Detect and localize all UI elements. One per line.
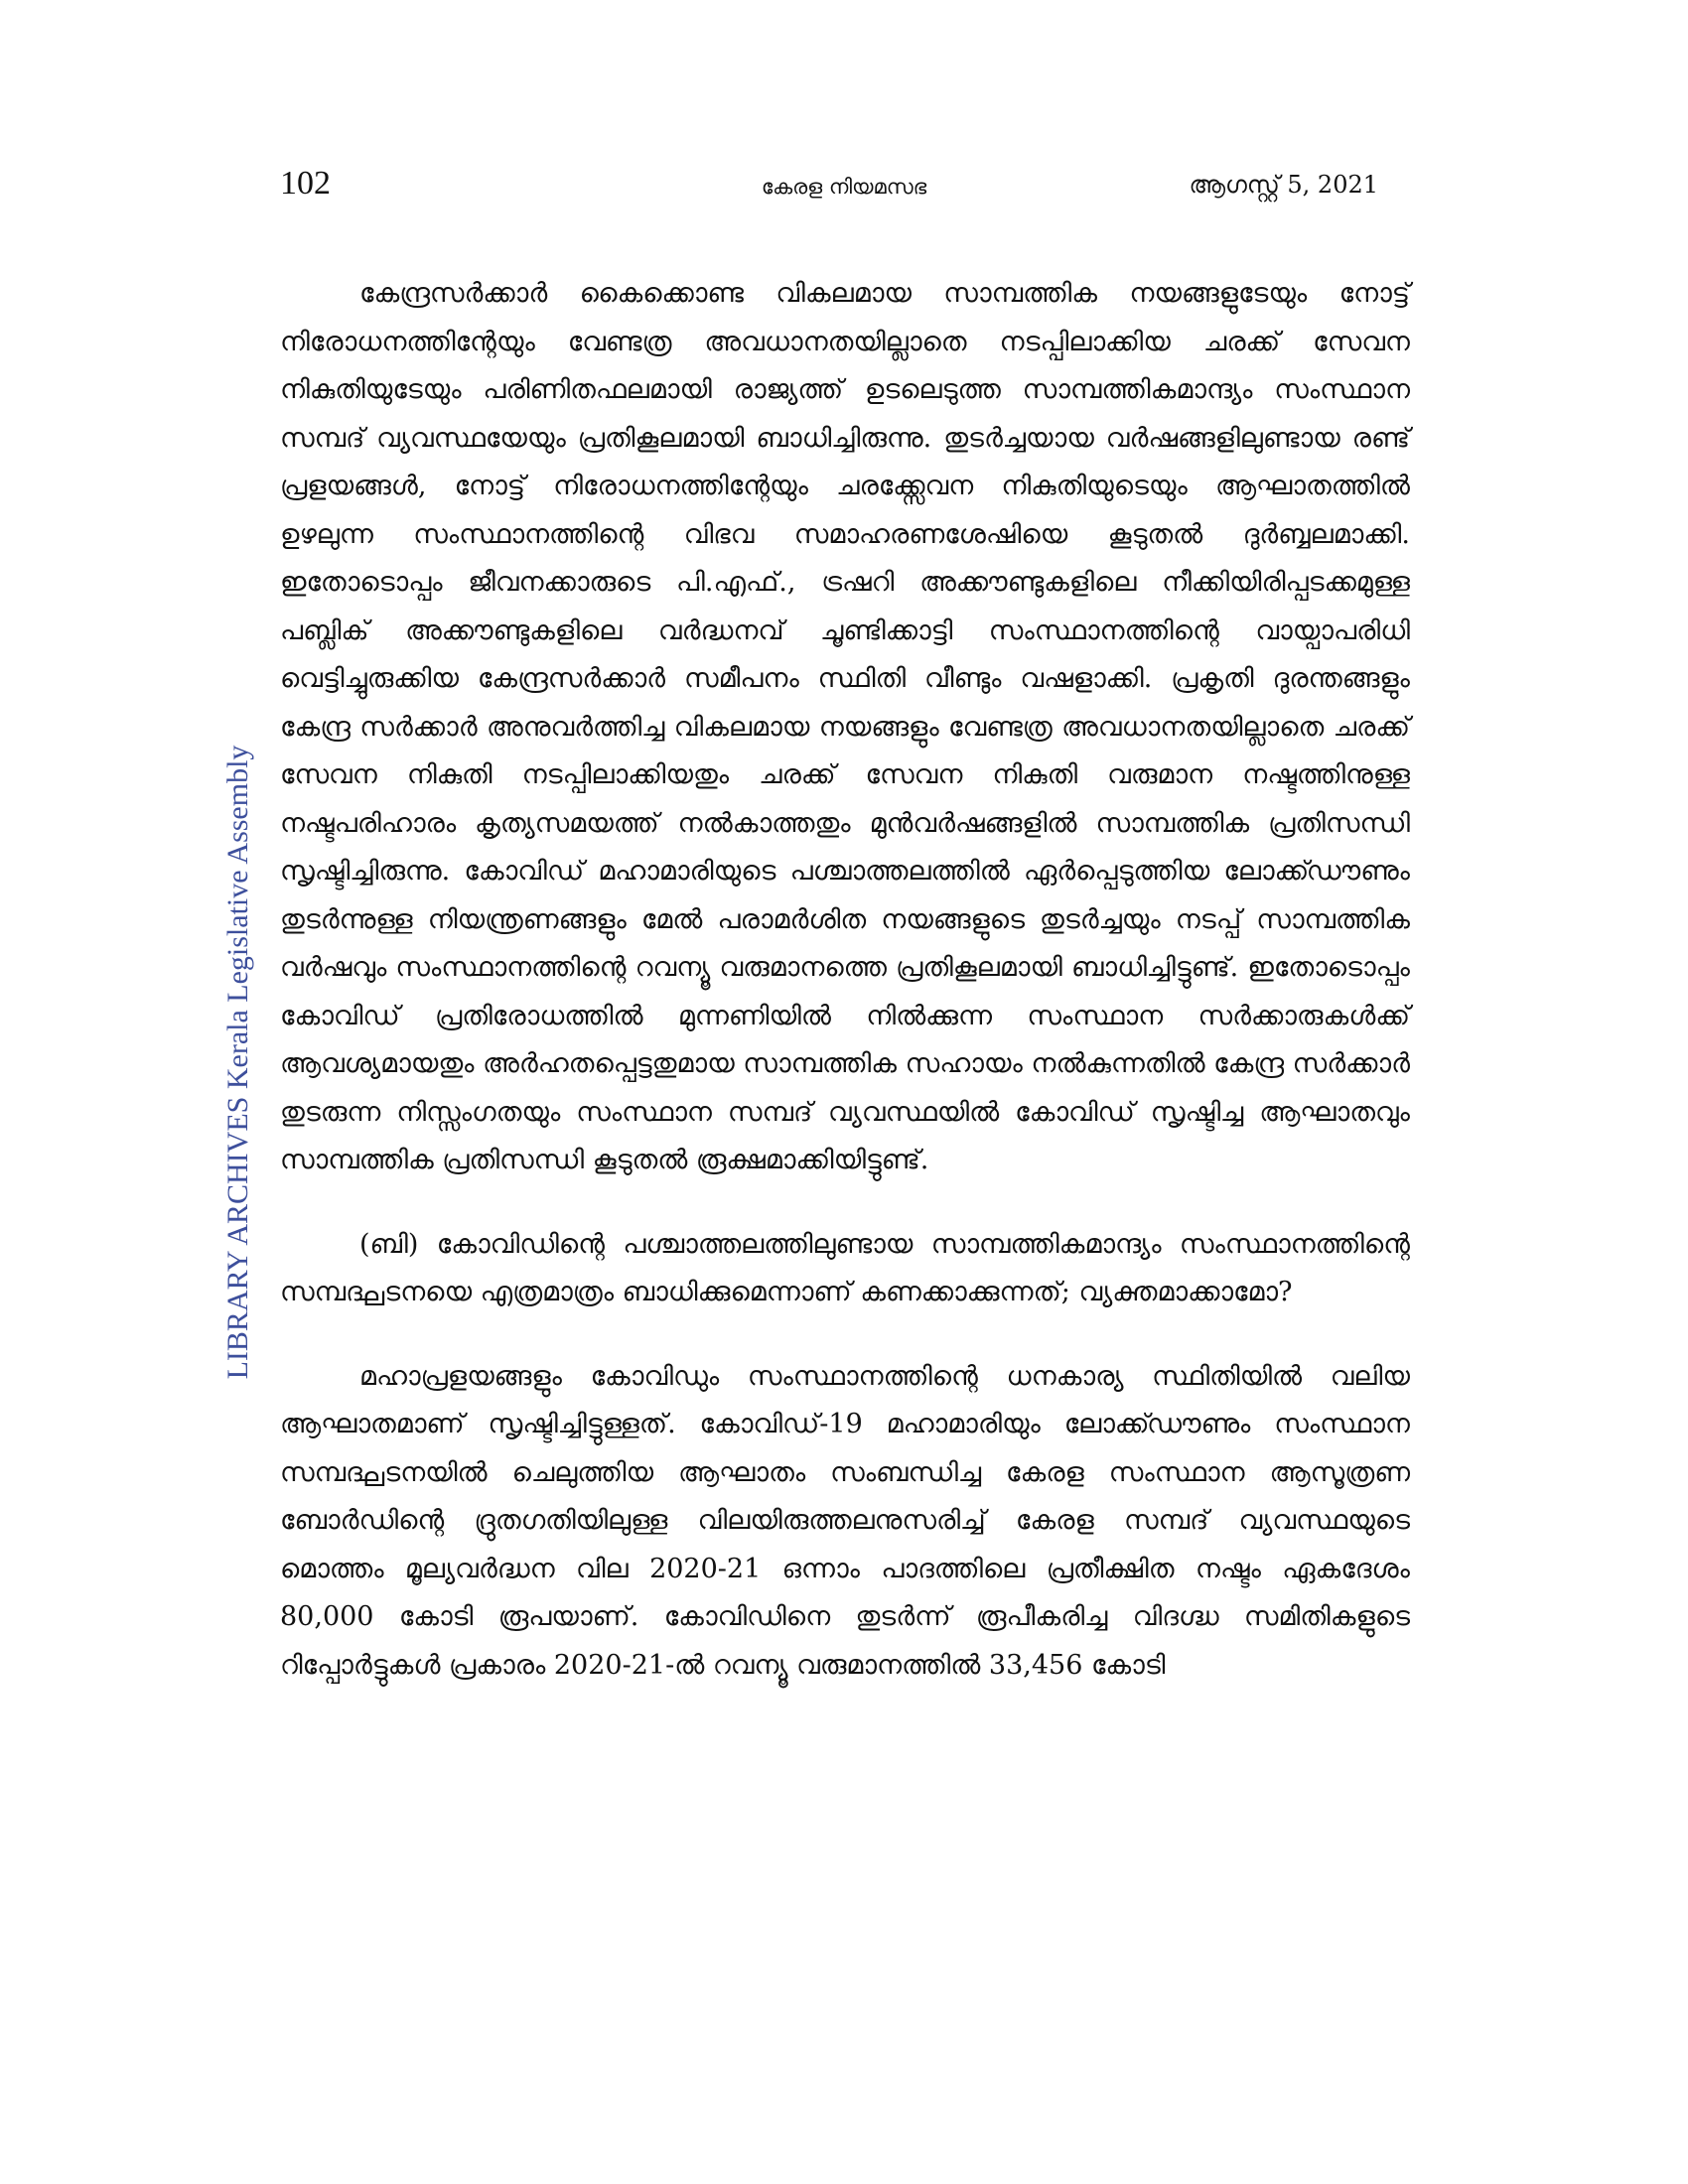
page-number: 102: [280, 165, 331, 202]
document-body: [280, 270, 1410, 1690]
paragraph-question-b: (ബി) കോവിഡിന്റെ പശ്ചാത്തലത്തിലുണ്ടായ സാമ്പത്തികമാന്ദ്യം സംസ്ഥാനത്തിന്റെ സമ്പദ്ഘടനയെ എത്രമാത്രം ബാധിക്കുമെന്നാണ് കണക്കാക്കുന്നത്; വ്യക്തമാക്കാമോ?: [280, 1228, 1410, 1307]
paragraph-answer-a: കേന്ദ്രസർക്കാർ കൈക്കൊണ്ട വികലമായ സാമ്പത്തിക നയങ്ങളുടേയും നോട്ട് നിരോധനത്തിന്റേയും വേണ്ടത്ര അവധാനതയില്ലാതെ നടപ്പിലാക്കിയ ചരക്ക് സേവന നികുതിയുടേയും പരിണിതഫലമായി രാജ്യത്ത് ഉടലെടുത്ത സാമ്പത്തികമാന്ദ്യം സംസ്ഥാന സമ്പദ് വ്യവസ്ഥയേയും പ്രതികൂലമായി ബാധിച്ചിരുന്നു. തുടർച്ചയായ വർഷങ്ങളിലുണ്ടായ രണ്ട് പ്രളയങ്ങൾ, നോട്ട് നിരോധനത്തിന്റേയും ചരക്ക്സേവന നികുതിയുടെയും ആഘാതത്തിൽ ഉഴലുന്ന സംസ്ഥാനത്തിന്റെ വിഭവ സമാഹരണശേഷിയെ കൂടുതൽ ദുർബ്ബലമാക്കി. ഇതോടൊപ്പം ജീവനക്കാരുടെ പി.എഫ്., ട്രഷറി അക്കൗണ്ടുകളിലെ നീക്കിയിരിപ്പടക്കമുള്ള പബ്ലിക് അക്കൗണ്ടുകളിലെ വർദ്ധനവ് ചൂണ്ടിക്കാട്ടി സംസ്ഥാനത്തിന്റെ വായ്പാപരിധി വെട്ടിച്ചുരുക്കിയ കേന്ദ്രസർക്കാർ സമീപനം സ്ഥിതി വീണ്ടും വഷളാക്കി. പ്രകൃതി ദുരന്തങ്ങളും കേന്ദ്ര സർക്കാർ അനുവർത്തിച്ച വികലമായ നയങ്ങളും വേണ്ടത്ര അവധാനതയില്ലാതെ ചരക്ക് സേവന നികുതി നടപ്പിലാക്കിയതും ചരക്ക് സേവന നികുതി വരുമാന നഷ്ടത്തിനുള്ള നഷ്ടപരിഹാരം കൃത്യസമയത്ത് നൽകാത്തതും മുൻവർഷങ്ങളിൽ സാമ്പത്തിക പ്രതിസന്ധി സൃഷ്ടിച്ചിരുന്നു. കോവിഡ് മഹാമാരിയുടെ പശ്ചാത്തലത്തിൽ ഏർപ്പെടുത്തിയ ലോക്ക്ഡൗണും തുടർന്നുള്ള നിയന്ത്രണങ്ങളും മേൽ പരാമർശിത നയങ്ങളുടെ തുടർച്ചയും നടപ്പ് സാമ്പത്തിക വർഷവും സംസ്ഥാനത്തിന്റെ റവന്യൂ വരുമാനത്തെ പ്രതികൂലമായി ബാധിച്ചിട്ടുണ്ട്. ഇതോടൊപ്പം കോവിഡ് പ്രതിരോധത്തിൽ മുന്നണിയിൽ നിൽക്കുന്ന സംസ്ഥാന സർക്കാരുകൾക്ക് ആവശ്യമായതും അർഹതപ്പെട്ടതുമായ സാമ്പത്തിക സഹായം നൽകുന്നതിൽ കേന്ദ്ര സർക്കാർ തുടരുന്ന നിസ്സംഗതയും സംസ്ഥാന സമ്പദ് വ്യവസ്ഥയിൽ കോവിഡ് സൃഷ്ടിച്ച ആഘാതവും സാമ്പത്തിക പ്രതിസന്ധി കൂടുതൽ രൂക്ഷമാക്കിയിട്ടുണ്ട്.: [280, 278, 1411, 1175]
page-header: [0, 165, 1688, 214]
running-title: കേരള നിയമസഭ: [761, 175, 927, 199]
archive-watermark: LIBRARY ARCHIVES Kerala Legislative Assembly: [221, 745, 254, 1380]
paragraph-answer-b: മഹാപ്രളയങ്ങളും കോവിഡും സംസ്ഥാനത്തിന്റെ ധനകാര്യ സ്ഥിതിയിൽ വലിയ ആഘാതമാണ് സൃഷ്ടിച്ചിട്ടുള്ളത്. കോവിഡ്-19 മഹാമാരിയും ലോക്ക്ഡൗണും സംസ്ഥാന സമ്പദ്ഘടനയിൽ ചെലുത്തിയ ആഘാതം സംബന്ധിച്ച കേരള സംസ്ഥാന ആസൂത്രണ ബോർഡിന്റെ ദ്രുതഗതിയിലുള്ള വിലയിരുത്തലനുസരിച്ച് കേരള സമ്പദ് വ്യവസ്ഥയുടെ മൊത്തം മൂല്യവർദ്ധന വില 2020-21 ഒന്നാം പാദത്തിലെ പ്രതീക്ഷിത നഷ്ടം ഏകദേശം 80,000 കോടി രൂപയാണ്. കോവിഡിനെ തുടർന്ന് രൂപീകരിച്ച വിദഗ്ദ്ധ സമിതികളുടെ റിപ്പോർട്ടുകൾ പ്രകാരം 2020-21-ൽ റവന്യൂ വരുമാനത്തിൽ 33,456 കോടി: [280, 1360, 1410, 1681]
header-date: ആഗസ്റ്റ് 5, 2021: [1189, 171, 1378, 199]
